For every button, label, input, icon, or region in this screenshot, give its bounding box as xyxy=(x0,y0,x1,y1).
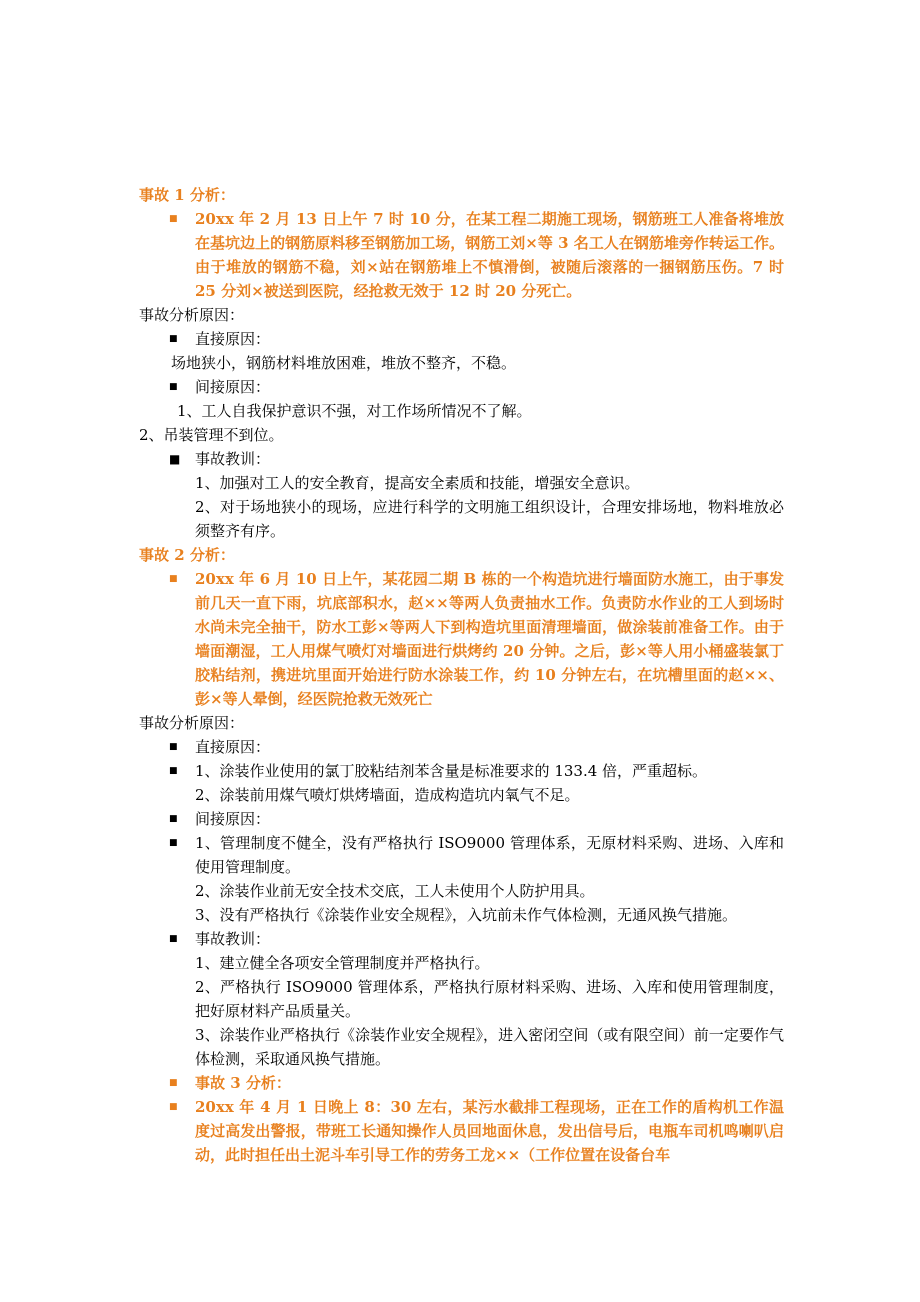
square-bullet-icon: ■ xyxy=(169,814,178,824)
accident-2-indirect-cause-label: ■ 间接原因： xyxy=(139,807,784,831)
square-bullet-icon: ■ xyxy=(169,452,181,466)
accident-1-indirect-cause-label: ■ 间接原因： xyxy=(139,375,784,399)
square-bullet-icon: ■ xyxy=(169,1078,178,1088)
accident-1-cause-heading: 事故分析原因： xyxy=(139,306,245,324)
square-bullet-icon: ■ xyxy=(169,838,178,848)
accident-2-indirect-cause-2: 2、涂装作业前无安全技术交底，工人未使用个人防护用具。 xyxy=(195,882,595,900)
accident-2-indirect-cause-3: 3、没有严格执行《涂装作业安全规程》，入坑前未作气体检测，无通风换气措施。 xyxy=(195,906,738,924)
accident-1-lesson-2: 2、对于场地狭小的现场，应进行科学的文明施工组织设计，合理安排场地，物料堆放必须整齐有序。 xyxy=(195,498,784,540)
accident-2-lesson-label: ■ 事故教训： xyxy=(139,927,784,951)
square-bullet-icon: ■ xyxy=(169,574,178,584)
accident-2-direct-cause-label: ■ 直接原因： xyxy=(139,735,784,759)
accident-1-indirect-cause-1: 1、工人自我保护意识不强，对工作场所情况不了解。 xyxy=(177,402,532,420)
accident-2-description: ■ 20xx 年 6 月 10 日上午，某花园二期 B 栋的一个构造坑进行墙面防水施工，由于事发前几天一直下雨，坑底部积水，赵××等两人负责抽水工作。负责防水作业的工人到场时水尚未完全抽干，防水工彭×等两人下到构造坑里面清理墙面，做涂装前准备工作。由于墙面潮湿，工人用煤气喷灯对墙面进行烘烤约 20 分钟。之后，彭×等人用小桶盛装氯丁胶粘结剂，携进坑里面开始进行防水涂装工作，约 10 分钟左右，在坑槽里面的赵××、彭×等人晕倒，经医院抢救无效死亡 xyxy=(139,567,784,711)
square-bullet-icon: ■ xyxy=(169,334,178,344)
accident-2-indirect-cause-1: ■ 1、管理制度不健全，没有严格执行 ISO9000 管理体系，无原材料采购、进场、入库和使用管理制度。 xyxy=(139,831,784,879)
square-bullet-icon: ■ xyxy=(169,1102,178,1112)
accident-2-lesson-2: 2、严格执行 ISO9000 管理体系，严格执行原材料采购、进场、入库和使用管理制度，把好原材料产品质量关。 xyxy=(195,978,784,1020)
accident-3-title: ■ 事故 3 分析： xyxy=(139,1071,784,1095)
accident-1-description: ■ 20xx 年 2 月 13 日上午 7 时 10 分，在某工程二期施工现场，钢筋班工人准备将堆放在基坑边上的钢筋原料移至钢筋加工场，钢筋工刘×等 3 名工人在钢筋堆旁作转运工作。由于堆放的钢筋不稳，刘×站在钢筋堆上不慎滑倒，被随后滚落的一捆钢筋压伤。7 时 25 分刘×被送到医院，经抢救无效于 12 时 20 分死亡。 xyxy=(139,207,784,303)
accident-1-lesson-1: 1、加强对工人的安全教育，提高安全素质和技能，增强安全意识。 xyxy=(195,474,640,492)
accident-1-direct-cause-label: ■ 直接原因： xyxy=(139,327,784,351)
accident-2-lesson-3: 3、涂装作业严格执行《涂装作业安全规程》，进入密闭空间（或有限空间）前一定要作气体检测，采取通风换气措施。 xyxy=(195,1026,784,1068)
accident-3-description: ■ 20xx 年 4 月 1 日晚上 8：30 左右，某污水截排工程现场，正在工作的盾构机工作温度过高发出警报，带班工长通知操作人员回地面休息，发出信号后，电瓶车司机鸣喇叭启动，此时担任出土泥斗车引导工作的劳务工龙××（工作位置在设备台车 xyxy=(139,1095,784,1167)
accident-2-cause-heading: 事故分析原因： xyxy=(139,714,245,732)
square-bullet-icon: ■ xyxy=(169,742,178,752)
accident-1-direct-cause-text: 场地狭小，钢筋材料堆放困难，堆放不整齐，不稳。 xyxy=(171,354,517,372)
accident-2-direct-cause-1: ■ 1、涂装作业使用的氯丁胶粘结剂苯含量是标准要求的 133.4 倍，严重超标。 xyxy=(139,759,784,783)
document-body xyxy=(139,183,784,1167)
accident-1-lesson-label: ■ 事故教训： xyxy=(139,447,784,471)
accident-2-title: 事故 2 分析： xyxy=(139,546,235,564)
accident-1-title: 事故 1 分析： xyxy=(139,186,235,204)
accident-1-indirect-cause-2: 2、吊装管理不到位。 xyxy=(139,426,284,444)
square-bullet-icon: ■ xyxy=(169,382,178,392)
square-bullet-icon: ■ xyxy=(169,934,178,944)
accident-2-direct-cause-2: 2、涂装前用煤气喷灯烘烤墙面，造成构造坑内氧气不足。 xyxy=(195,786,580,804)
square-bullet-icon: ■ xyxy=(169,214,178,224)
square-bullet-icon: ■ xyxy=(169,766,178,776)
accident-2-lesson-1: 1、建立健全各项安全管理制度并严格执行。 xyxy=(195,954,490,972)
